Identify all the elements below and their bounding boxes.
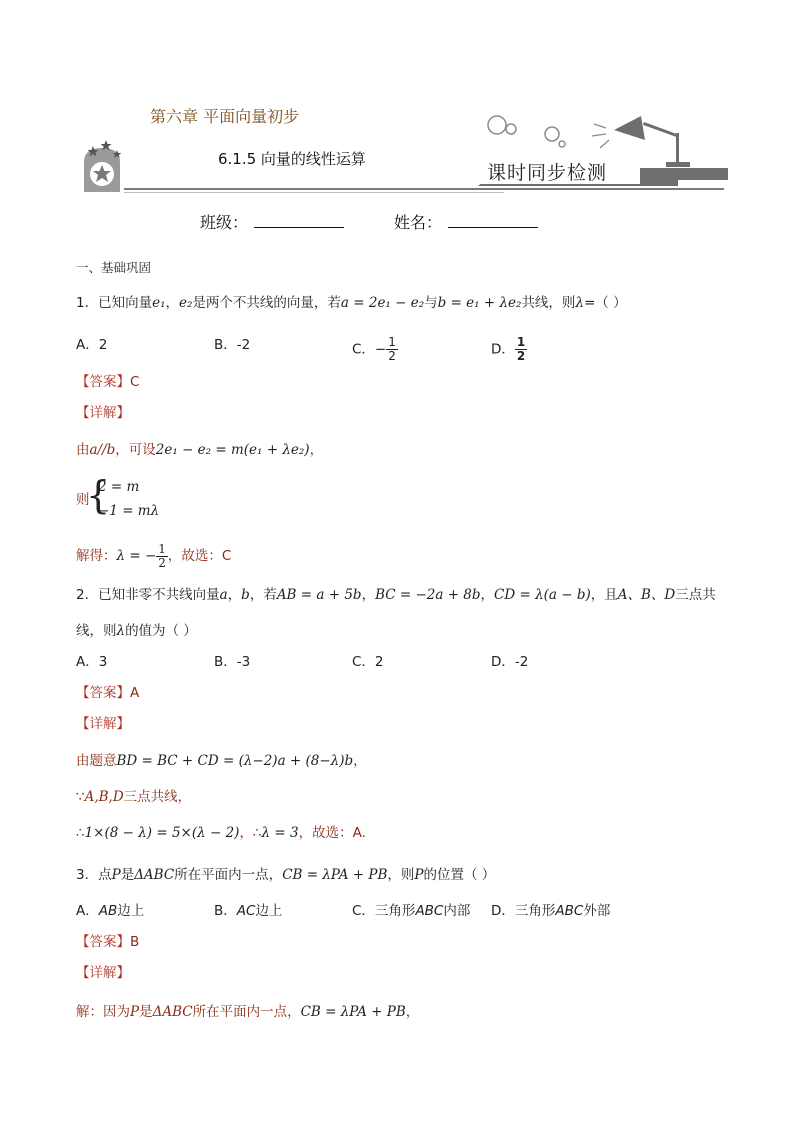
chapter-title: 第六章 平面向量初步 [150,107,300,126]
q1-solution-line3: 解得：λ = − $\frac{1}{2}$ ，故选：C [76,542,232,570]
star-badge-icon [84,140,121,192]
q2-detail-label: 【详解】 [76,716,130,732]
q1-option-b[interactable]: B．-2 [214,337,251,353]
class-field[interactable] [200,210,344,233]
q2-solution-line2: ∵A,B,D三点共线， [76,789,192,805]
class-blank[interactable] [254,213,344,228]
q3-answer: 【答案】B [76,934,140,950]
q1-solution-line1: 由a//b，可设2e₁ − e₂ = m(e₁ + λe₂)， [76,442,324,458]
q2-option-b[interactable]: B．-3 [214,654,251,670]
q1-detail-label: 【详解】 [76,405,130,421]
name-field[interactable] [394,210,538,233]
q1-solution-then: 则 [76,492,90,508]
q1-option-c[interactable]: C．− $\frac{1}{2}$ [352,335,396,363]
q1-option-a[interactable]: A．2 [76,337,108,353]
q3-stem: 3．点P是ΔABC所在平面内一点，CB = λPA + PB，则P的位置（ ） [76,867,496,883]
q2-answer: 【答案】A [76,685,140,701]
q2-option-c[interactable]: C．2 [352,654,384,670]
q1-system-eq1: 2 = m [98,479,140,495]
section-title: 6.1.5 向量的线性运算 [218,150,366,168]
bubbles-icon [488,116,565,147]
q3-solution-line1: 解：因为P是ΔABC所在平面内一点，CB = λPA + PB， [76,1004,420,1020]
q1-stem: 1．已知向量e₁，e₂是两个不共线的向量，若a = 2e₁ − e₂与b = e₁ + λe₂共线，则λ=（ ） [76,295,627,311]
q3-option-b[interactable]: B．AC边上 [214,903,283,919]
q2-stem-line2: 线，则λ的值为（ ） [76,623,197,639]
q1-option-d[interactable]: D． $\frac{1}{2}$ [491,335,526,363]
name-label: 姓名： [394,213,443,232]
q2-option-a[interactable]: A．3 [76,654,108,670]
q3-option-c[interactable]: C．三角形ABC内部 [352,903,471,919]
section-heading: 一、基础巩固 [76,260,152,275]
name-blank[interactable] [448,213,538,228]
q1-system-brace: { [86,473,111,517]
q3-detail-label: 【详解】 [76,965,130,981]
q3-option-d[interactable]: D．三角形ABC外部 [491,903,611,919]
q2-stem-line1: 2．已知非零不共线向量a，b，若AB = a + 5b，BC = −2a + 8b，CD = λ(a − b)，且A、B、D三点共 [76,587,716,603]
q3-option-a[interactable]: A．AB边上 [76,903,145,919]
class-label: 班级： [200,213,249,232]
q1-system-eq2: −1 = mλ [98,503,160,519]
q1-answer: 【答案】C [76,374,140,390]
q2-solution-line3: ∴1×(8 − λ) = 5×(λ − 2)，∴λ = 3，故选：A. [76,825,366,841]
banner-title: 课时同步检测 [487,162,608,184]
q2-solution-line1: 由题意BD = BC + CD = (λ−2)a + (8−λ)b， [76,753,367,769]
q2-option-d[interactable]: D．-2 [491,654,529,670]
